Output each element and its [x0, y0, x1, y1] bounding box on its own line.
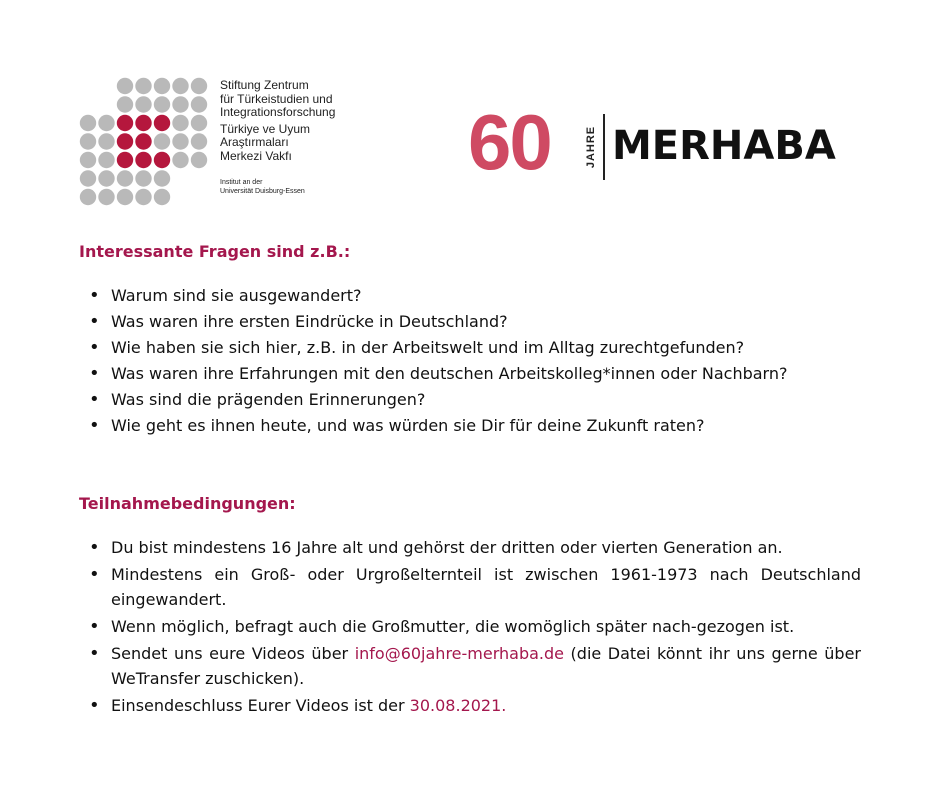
list-item: • Wie haben sie sich hier, z.B. in der Arbeitswelt und im Alltag zurechtgefunden? [79, 335, 861, 360]
logo-divider [603, 114, 605, 180]
institute-name-de-line: Integrationsforschung [220, 105, 336, 119]
logo-dot [172, 96, 188, 112]
logo-jahre-text: JAHRE [585, 125, 597, 169]
section-heading-questions: Interessante Fragen sind z.B.: [79, 242, 351, 261]
logo-dot [135, 96, 151, 112]
logo-dot [135, 189, 151, 205]
logo-dot [117, 78, 133, 94]
logo-dot [98, 170, 114, 186]
list-item: • Du bist mindestens 16 Jahre alt und gehörst der dritten oder vierten Generation an. [79, 535, 861, 560]
list-item: • Warum sind sie ausgewandert? [79, 283, 861, 308]
list-item: • Was waren ihre ersten Eindrücke in Deutschland? [79, 309, 861, 334]
logo-dot [135, 133, 151, 149]
logo-dot [80, 115, 96, 131]
logo-dot [172, 78, 188, 94]
list-item: • Wenn möglich, befragt auch die Großmutter, die womöglich später nach-gezogen ist. [79, 614, 861, 639]
logo-dot [191, 152, 207, 168]
list-item-text: Einsendeschluss Eurer Videos ist der [111, 696, 410, 715]
logo-dot [80, 133, 96, 149]
institute-name-tr-line: Merkezi Vakfı [220, 148, 292, 163]
questions-list [79, 283, 861, 439]
deadline-date: 30.08.2021. [409, 696, 507, 715]
institute-logo [79, 77, 369, 207]
institute-name [220, 79, 335, 196]
logo-dot [154, 189, 170, 205]
logo-dot [172, 115, 188, 131]
logo-dot [154, 152, 170, 168]
logo-dot [154, 115, 170, 131]
list-item [79, 693, 861, 718]
logo-jahre-label [583, 116, 599, 178]
logo-dot [172, 152, 188, 168]
dot-grid-logo-icon [79, 77, 209, 207]
logo-number-60: 60 [468, 98, 551, 186]
institute-name-de-line: für Türkeistudien und [220, 91, 333, 106]
list-item: • Mindestens ein Groß- oder Urgroßelternteil ist zwischen 1961-1973 nach Deutschland eingewandert. [79, 562, 861, 612]
list-item: • Wie geht es ihnen heute, und was würden sie Dir für deine Zukunft raten? [79, 413, 861, 438]
logo-dot [154, 133, 170, 149]
email-link[interactable]: info@60jahre-merhaba.de [354, 644, 565, 663]
logo-dot [80, 170, 96, 186]
logo-dot [154, 96, 170, 112]
logo-dot [135, 152, 151, 168]
conditions-list [79, 535, 861, 720]
logo-dot [135, 115, 151, 131]
logo-dot [98, 189, 114, 205]
logo-dot [117, 115, 133, 131]
merhaba-logo [468, 98, 868, 186]
institute-affiliation-line: Universität Duisburg-Essen [220, 187, 305, 195]
logo-dot [98, 152, 114, 168]
logo-dot [117, 152, 133, 168]
logo-dot [117, 189, 133, 205]
logo-dot [117, 96, 133, 112]
logo-dot [191, 78, 207, 94]
logo-dot [98, 133, 114, 149]
institute-name-de-line: Stiftung Zentrum [220, 78, 309, 92]
logo-dot [191, 133, 207, 149]
logo-dot [117, 133, 133, 149]
logo-dot [172, 133, 188, 149]
logo-dot [135, 170, 151, 186]
institute-name-tr-line: Türkiye ve Uyum [220, 121, 311, 136]
institute-affiliation-line: Institut an der [220, 179, 263, 186]
institute-name-tr-line: Araştırmaları [220, 135, 289, 149]
list-item: • Was waren ihre Erfahrungen mit den deutschen Arbeitskolleg*innen oder Nachbarn? [79, 361, 861, 386]
list-item-text: Sendet uns eure Videos über [111, 644, 355, 663]
logo-merhaba-text: MERHABA [612, 123, 836, 169]
logo-dot [117, 170, 133, 186]
list-item-text: (die Datei könnt ihr uns gerne über WeTransfer zuschicken). [111, 644, 862, 688]
list-item [79, 641, 861, 691]
logo-dot [191, 96, 207, 112]
logo-dot [80, 152, 96, 168]
section-heading-conditions: Teilnahmebedingungen: [79, 494, 296, 513]
logo-dot [80, 189, 96, 205]
logo-dot [98, 115, 114, 131]
logo-dot [154, 170, 170, 186]
logo-dot [135, 78, 151, 94]
list-item: • Was sind die prägenden Erinnerungen? [79, 387, 861, 412]
logo-dot [154, 78, 170, 94]
logo-dot [191, 115, 207, 131]
